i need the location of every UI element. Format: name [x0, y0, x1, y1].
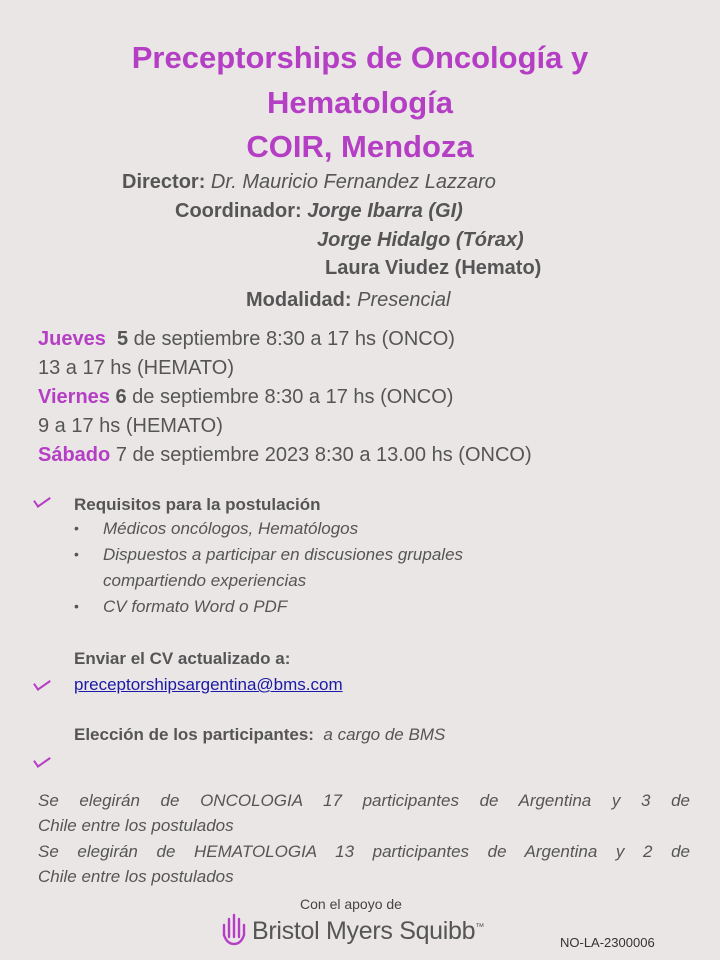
day-2-name: Viernes [38, 386, 110, 408]
day-1-number: 5 [116, 328, 129, 350]
day-3-name: Sábado [38, 444, 111, 466]
document-code: NO-LA-2300006 [560, 935, 655, 950]
day-3-detail: 7 de septiembre 2023 8:30 a 13.00 hs (ONCO) [115, 444, 532, 466]
support-text: Con el apoyo de [300, 896, 402, 912]
day-2-detail: de septiembre 8:30 a 17 hs (ONCO) [132, 386, 454, 408]
check-icon [33, 675, 51, 691]
requirement-item-continued: compartiendo experiencias [103, 571, 307, 590]
note-hemato-line-2: Chile entre los postulados [38, 867, 234, 886]
coordinator-label: Coordinador: [175, 200, 302, 222]
bms-logo-text: Bristol Myers Squibb™ [252, 917, 484, 945]
selection-label: Elección de los participantes: [74, 725, 314, 744]
note-onco-line-1: Se elegirán de ONCOLOGIA 17 participantes de Argentina y 3 de [38, 791, 690, 810]
schedule-day-3 [38, 444, 532, 467]
coordinator-1: Jorge Ibarra (GI) [307, 200, 463, 222]
requirement-item: Dispuestos a participar en discusiones grupales [103, 545, 464, 564]
director-name: Dr. Mauricio Fernandez Lazzaro [210, 171, 496, 193]
check-icon [33, 492, 51, 508]
day-1-detail: de septiembre 8:30 a 17 hs (ONCO) [133, 328, 455, 350]
schedule-day-1 [38, 328, 455, 351]
modality-value: Presencial [357, 289, 451, 311]
day-1-name: Jueves [38, 328, 106, 350]
submission-heading: Enviar el CV actualizado a: [74, 649, 291, 668]
requirement-item: Médicos oncólogos, Hematólogos [103, 519, 359, 538]
title-line-1: Preceptorships de Oncología y [131, 40, 589, 75]
schedule-day-2 [38, 386, 453, 409]
coordinator-3: Laura Viudez (Hemato) [325, 257, 542, 279]
requirements-heading: Requisitos para la postulación [74, 495, 321, 514]
requirement-item: CV formato Word o PDF [103, 597, 288, 616]
note-onco-line-2: Chile entre los postulados [38, 816, 234, 835]
email-link[interactable]: preceptorshipsargentina@bms.com [74, 675, 343, 694]
director-label: Director: [122, 171, 206, 193]
bullet-icon: • [74, 598, 79, 614]
note-hemato-line-1: Se elegirán de HEMATOLOGIA 13 participantes de Argentina y 2 de [38, 842, 690, 861]
modality-line [246, 289, 451, 312]
coordinator-2: Jorge Hidalgo (Tórax) [317, 229, 524, 251]
title-line-2: Hematología [266, 85, 454, 120]
check-icon [33, 752, 51, 768]
title-line-3: COIR, Mendoza [246, 129, 474, 164]
director-line [122, 171, 496, 194]
selection-value: a cargo de BMS [323, 725, 446, 744]
bms-logo-icon [221, 911, 247, 947]
bullet-icon: • [74, 546, 79, 562]
schedule-day-2-hemato: 9 a 17 hs (HEMATO) [38, 415, 223, 437]
bullet-icon: • [74, 520, 79, 536]
modality-label: Modalidad: [246, 289, 352, 311]
selection-line [74, 725, 445, 745]
day-2-number: 6 [115, 386, 127, 408]
coordinator-line [175, 200, 463, 223]
trademark: ™ [475, 921, 484, 932]
schedule-day-1-hemato: 13 a 17 hs (HEMATO) [38, 357, 234, 379]
